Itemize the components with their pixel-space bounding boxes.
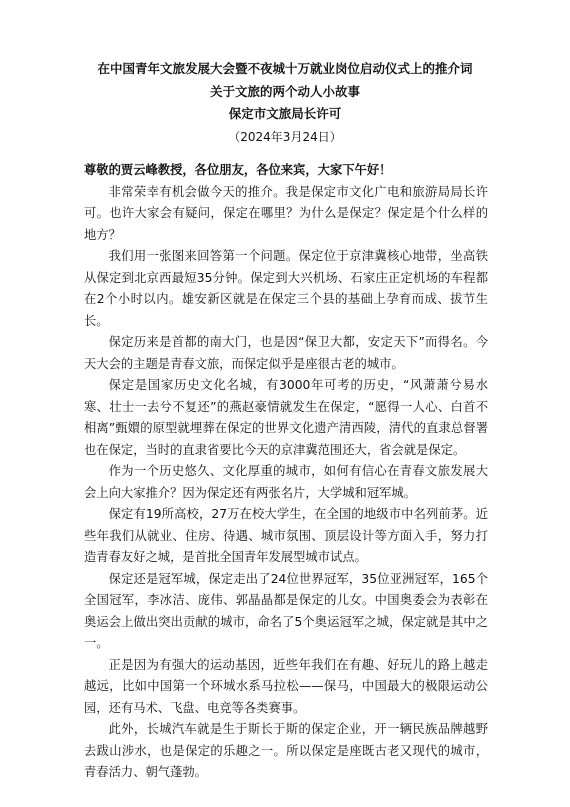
document-body [84,160,488,784]
document-title: 在中国青年文旅发展大会暨不夜城十万就业岗位启动仪式上的推介词 [97,61,473,76]
paragraph: 保定是国家历史文化名城，有3000年可考的历史，“风萧萧兮易水寒、壮士一去兮不复还”的燕赵豪情就发生在保定，“愿得一人心、白首不相离”甄嬛的原型就埋葬在保定的世界文化遗产清西陵，清代的直隶总督署也在保定，当时的直隶省要比今天的京津冀范围还大，省会就是保定。 [84,378,488,457]
paragraph: 保定历来是首都的南大门，也是因“保卫大都，安定天下”而得名。今天大会的主题是青春文旅，而保定似乎是座很古老的城市。 [84,335,488,371]
paragraph: 正是因为有强大的运动基因，近些年我们在有趣、好玩儿的路上越走越远，比如中国第一个环城水系马拉松——保马，中国最大的极限运动公园，还有马术、飞盘、电竞等各类赛事。 [84,657,488,715]
greeting-paragraph: 尊敬的贾云峰教授，各位朋友，各位来宾，大家下午好！ [84,163,392,177]
paragraph: 保定有19所高校，27万在校大学生，在全国的地级市中名列前茅。近些年我们从就业、住房、待遇、城市氛围、顶层设计等方面入手，努力打造青春友好之城，是首批全国青年发展型城市试点。 [84,507,488,564]
paragraph: 保定还是冠军城，保定走出了24位世界冠军，35位亚洲冠军，165个全国冠军，李冰洁、庞伟、郭晶晶都是保定的儿女。中国奥委会为表彰在奥运会上做出突出贡献的城市，命名了5个奥运冠军之城，保定就是其中之一。 [84,571,488,650]
paragraph: 我们用一张图来回答第一个问题。保定位于京津冀核心地带，坐高铁从保定到北京西最短35分钟。保定到大兴机场、石家庄正定机场的车程都在2个小时以内。雄安新区就是在保定三个县的基础上孕育而成、拔节生长。 [84,249,488,328]
paragraph: 非常荣幸有机会做今天的推介。我是保定市文化广电和旅游局局长许可。也许大家会有疑问，保定在哪里？为什么是保定？保定是个什么样的地方？ [84,184,488,242]
paragraph: 此外，长城汽车就是生于斯长于斯的保定企业，开一辆民族品牌越野去跋山涉水，也是保定的乐趣之一。所以保定是座既古老又现代的城市，青春活力、朝气蓬勃。 [84,722,488,779]
document-subtitle: 关于文旅的两个动人小故事 [209,83,360,99]
document-header [0,58,570,148]
paragraph: 作为一个历史悠久、文化厚重的城市，如何有信心在青春文旅发展大会上向大家推介？因为保定还有两张名片，大学城和冠军城。 [84,464,488,500]
document-author: 保定市文旅局长许可 [228,106,342,121]
document-date: （2024年3月24日） [228,129,342,144]
